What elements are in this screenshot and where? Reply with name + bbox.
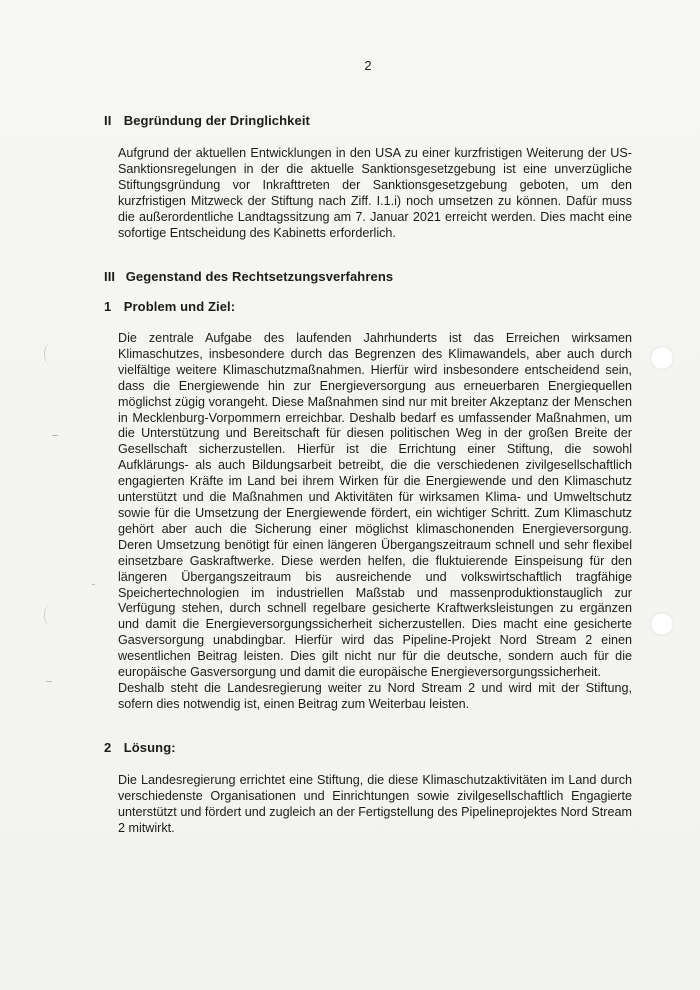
punch-hole-lower [650,612,674,636]
section-heading-subject [104,269,393,284]
scan-mark [44,604,57,626]
paragraph-urgency [118,146,632,241]
punch-hole-upper [650,346,674,370]
subsection-heading-solution [104,740,176,755]
scan-speck [46,681,52,682]
paragraph-text: Aufgrund der aktuellen Entwicklungen in den USA zu einer kurzfristigen Weiterung der US-Sanktionsregelungen in der die aktuelle Sanktionsgesetzgebung ist eine unverzügliche Stiftungsgründung vor Inkrafttreten der Sanktionsgesetzgebung geboten, um den kurzfristigen Mitzweck der Stiftung nach Ziff. I.1.i) noch umsetzen zu können. Dafür muss die außerordentliche Landtagssitzung am 7. Januar 2021 erreicht werden. Dies macht eine sofortige Entscheidung des Kabinetts erforderlich. [118,146,632,240]
page-number: 2 [364,58,372,73]
subsection-number: 1 [104,299,112,314]
section-title: Gegenstand des Rechtsetzungsverfahrens [125,269,394,284]
subsection-title: Problem und Ziel: [123,299,236,314]
paragraph-solution [118,773,632,837]
scan-mark [44,343,57,365]
paragraph-text: Die Landesregierung errichtet eine Stiftung, die diese Klimaschutzaktivitäten im Land durch verschiedenste Organisationen und Einrichtungen sowie zivilgesellschaftlich Engagierte unterstützt und fördert und zugleich an der Fertigstellung des Pipelineprojektes Nord Stream 2 mitwirkt. [118,773,632,835]
section-number: III [104,269,116,284]
subsection-heading-problem [104,299,235,314]
subsection-number: 2 [104,740,112,755]
paragraph-text-conclusion: Deshalb steht die Landesregierung weiter zu Nord Stream 2 und wird mit der Stiftung, sofern dies notwendig ist, einen Beitrag zum Weiterbau leisten. [118,680,632,711]
section-number: II [104,113,112,128]
section-heading-urgency [104,113,310,128]
scan-speck [52,435,58,436]
paragraph-text: Die zentrale Aufgabe des laufenden Jahrhunderts ist das Erreichen wirksamen Klimaschutzes, insbesondere durch das Begrenzen des Klimawandels, aber auch durch vielfältige weitere Klimaschutzmaßnahmen. Hierfür wird insbesondere entscheidend sein, dass die Energiewende hin zur Energieversorgung aus erneuerbaren Energiequellen möglichst zügig vorangeht. Diese Maßnahmen sind nur mit breiter Akzeptanz der Menschen in Mecklenburg-Vorpommern erreichbar. Deshalb bedarf es umfassender Maßnahmen, um die Unterstützung und Bereitschaft für diesen politischen Weg in der großen Breite der Gesellschaft sicherzustellen. Hierfür ist die Errichtung einer Stiftung, die sowohl Aufklärungs- als auch Bildungsarbeit betreibt, die die verschiedenen zivilgesellschaftlich engagierten Kräfte im Land bei ihrem Wirken für die Energiewende und den Klimaschutz unterstützt und die Maßnahmen und Aktivitäten für wirksamen Klima- und Umweltschutz sowie für die Umsetzung der Energiewende fördert, ein wichtiger Schritt. Zum Klimaschutz gehört aber auch die Sicherung einer möglichst klimaschonenden Energieversorgung. Deren Umsetzung benötigt für einen längeren Übergangszeitraum schnell und sehr flexibel einsetzbare Gaskraftwerke. Diese werden helfen, die fluktuierende Einspeisung für den längeren Übergangszeitraum bis ausreichende und volkswirtschaftlich tragfähige Speichertechnologien im industriellen Maßstab und massenproduktionstauglich zur Verfügung stehen, durch schnell regelbare gesicherte Kraftwerksleistungen zu ergänzen und damit die Energieversorgungssicherheit sicherzustellen. Dies macht eine gesicherte Gasversorgung unabdingbar. Hierfür wird das Pipeline-Projekt Nord Stream 2 einen wesentlichen Beitrag leisten. Dies gilt nicht nur für die deutsche, sondern auch für die europäische Gasversorgung und damit die europäische Energieversorgungssicherheit. [118,331,632,680]
paragraph-problem [118,331,632,713]
subsection-title: Lösung: [123,740,176,755]
section-title: Begründung der Dringlichkeit [123,113,310,128]
scan-speck [92,584,95,585]
